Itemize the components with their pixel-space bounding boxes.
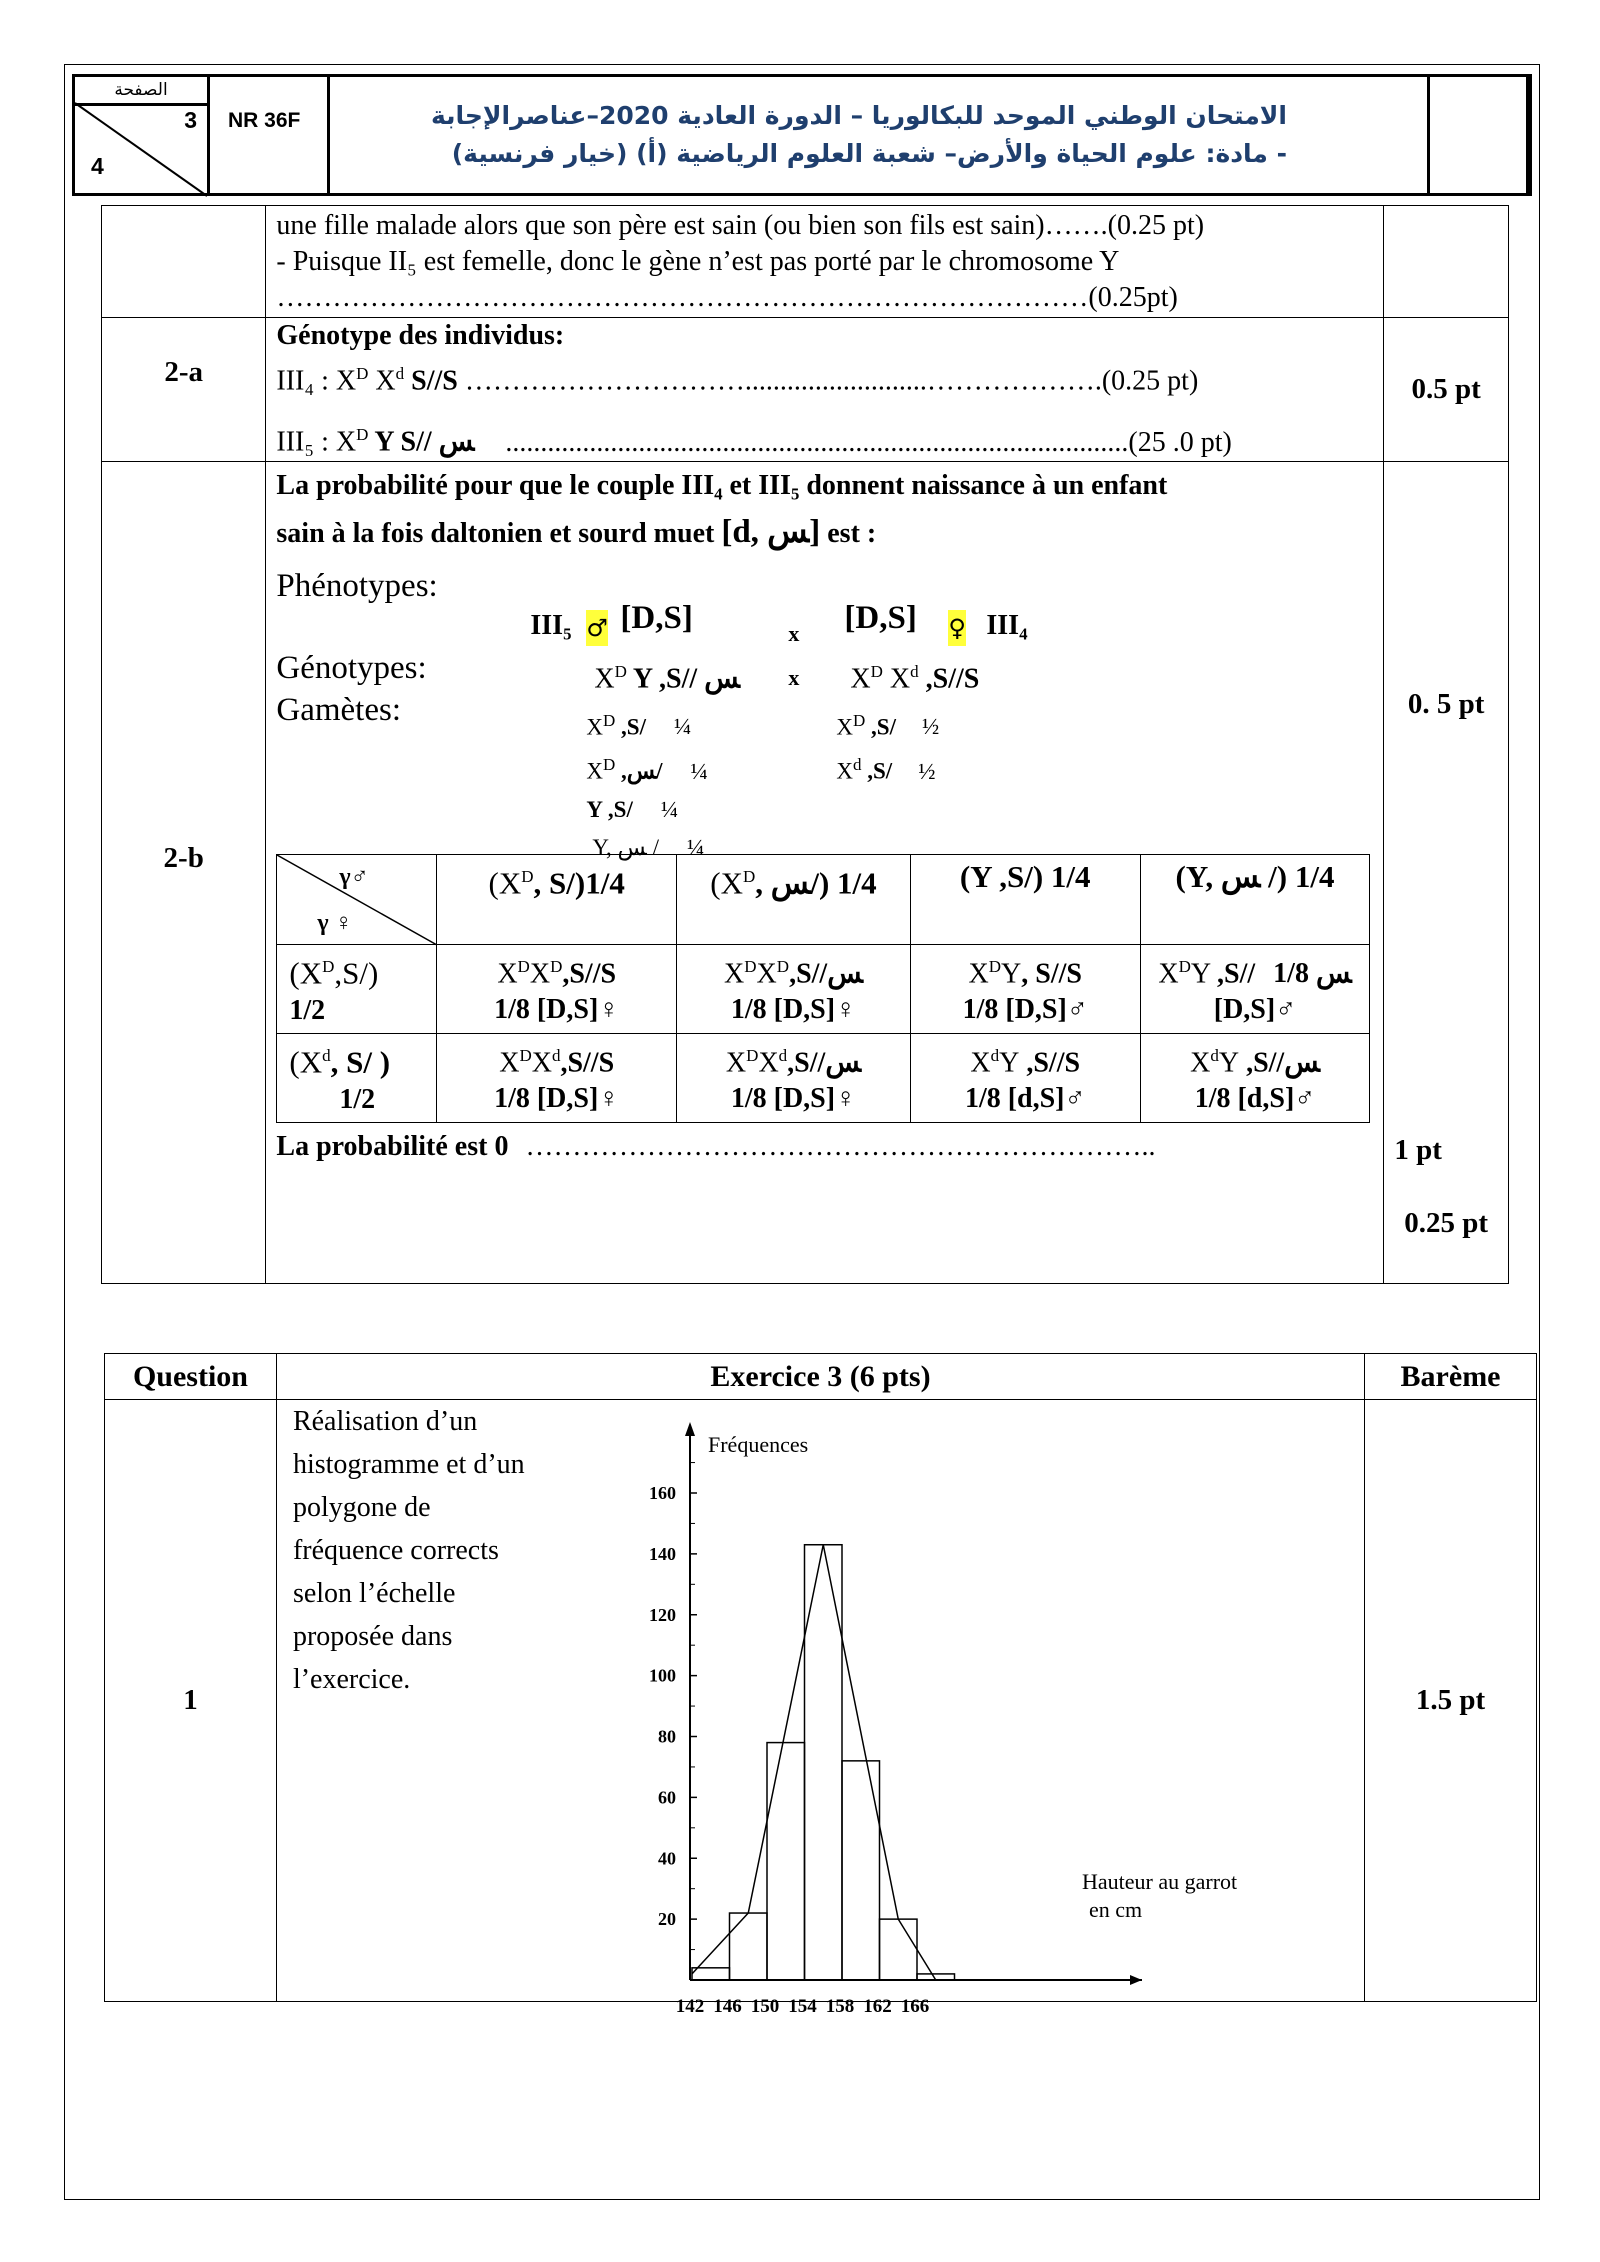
- gamete-text: Y, ﺲ /: [592, 834, 660, 860]
- gamete-text: X: [586, 714, 604, 740]
- punnett-square: [276, 854, 1370, 1124]
- x-tick-label: 158: [825, 1996, 855, 2017]
- allele-sup: D: [517, 956, 530, 976]
- table-row: [277, 1033, 1370, 1122]
- cell-genotype: , S//S: [1021, 957, 1082, 989]
- answer-cell: [266, 461, 1384, 1283]
- gamete-text: X: [586, 758, 604, 784]
- allele-sup: D: [519, 1045, 532, 1065]
- question-number: 2-b: [102, 461, 266, 1283]
- genotypes-label: Génotypes:: [276, 649, 427, 686]
- allele-sup: D: [776, 956, 790, 976]
- allele-sup: D: [744, 956, 757, 976]
- cell-phenotype: 1/8 [D,S]♂: [962, 993, 1088, 1025]
- allele-sup: D: [521, 866, 534, 886]
- gamete-freq: ½: [921, 714, 940, 740]
- allele-sup: d: [322, 1045, 331, 1065]
- x-tick-label: 142: [675, 1996, 705, 2017]
- page-label: الصفحة: [75, 77, 207, 106]
- header-blank-cell: [1430, 77, 1529, 193]
- gametes-label: Gamètes:: [276, 691, 402, 728]
- genotype-text: X: [882, 662, 911, 694]
- table-row: [102, 318, 1509, 462]
- gamete-text: , S/ ): [330, 1044, 391, 1080]
- histogram-bar: [767, 1743, 805, 1980]
- header-question: Question: [105, 1354, 277, 1400]
- x-axis-arrow: [1130, 1975, 1142, 1985]
- page-number-box: [75, 77, 210, 193]
- column-header: [677, 854, 911, 944]
- phenotypes-label: Phénotypes:: [276, 567, 438, 604]
- answer-line: une fille malade alors que son père est sain (ou bien son fils est sain)…….(0.25 pt): [276, 210, 1205, 241]
- question-cell: [102, 206, 266, 318]
- histogram-chart: [612, 1400, 1312, 2017]
- answer-cell: [266, 318, 1384, 462]
- gamete-freq: 1/2: [339, 1084, 376, 1116]
- genotype-text: X: [850, 662, 871, 694]
- title-text: sain à la fois daltonien et sourd muet: [276, 517, 722, 549]
- gamete-freq: ¼: [660, 796, 679, 822]
- x-axis-label: Hauteur au garrot: [1081, 1869, 1238, 1894]
- answer-cell: [276, 1400, 1364, 2017]
- table-row: [277, 944, 1370, 1033]
- female-gamete-label: γ ♀: [317, 909, 353, 936]
- dots: …………………………………………………………..: [525, 1131, 1156, 1163]
- table-row: [277, 854, 1370, 944]
- cross-sign: x: [788, 620, 800, 646]
- genotype-text: S//S: [404, 365, 458, 397]
- allele-sup: d: [1210, 1045, 1219, 1065]
- x-tick-label: 166: [900, 1996, 930, 2017]
- score: 0. 5 pt: [1407, 687, 1485, 720]
- allele-sup: d: [551, 1045, 561, 1065]
- gamete-text: , S/)1/4: [533, 864, 625, 900]
- genotype-text: ,S//S: [918, 662, 980, 694]
- column-header: [437, 854, 677, 944]
- genotype-III4: [276, 356, 1373, 399]
- answer-title-2: [276, 514, 1373, 552]
- dots: .........................................................................................(0. 25 pt): [505, 426, 1232, 458]
- x-tick-label: 146: [713, 1996, 742, 2017]
- allele-sup: D: [356, 425, 369, 445]
- question-number: 2-a: [102, 318, 266, 462]
- row-header: [277, 1033, 437, 1122]
- cross-sign: x: [788, 664, 800, 690]
- answer-cell: [266, 206, 1384, 318]
- genotype-text: X: [368, 365, 396, 397]
- gamete-text: (X: [488, 864, 522, 900]
- male-gametes: [586, 702, 707, 867]
- answer-title: La probabilité pour que le couple III₄ et III₅ donnent naissance à un enfant: [276, 469, 1168, 501]
- genotype-text: III₄ : X: [276, 365, 357, 397]
- x-tick-label: 162: [863, 1996, 892, 2017]
- gamete-text: (X: [289, 954, 323, 990]
- gamete-text: X: [836, 758, 854, 784]
- gamete-text: (X: [289, 1044, 323, 1080]
- header-bareme: Barème: [1365, 1354, 1537, 1400]
- genotype-III5: [276, 417, 1373, 460]
- answer-title: Génotype des individus:: [276, 320, 565, 351]
- page-number: 3: [184, 107, 197, 133]
- phenotype-male: [D,S]: [620, 599, 693, 636]
- y-tick-label: 40: [657, 1848, 676, 1869]
- punnett-corner: [277, 854, 437, 944]
- column-header: (Y ,S/) 1/4: [910, 854, 1140, 944]
- genotype-male: [594, 654, 740, 697]
- cell-phenotype: [D,S]♂: [1213, 993, 1297, 1025]
- y-tick-label: 160: [648, 1483, 676, 1503]
- y-tick-label: 140: [648, 1543, 676, 1564]
- score-cell: [1384, 206, 1509, 318]
- allele-sup: D: [614, 661, 627, 681]
- dots: …………………………..........................……………….(0.25 pt): [464, 365, 1199, 397]
- allele-sup: D: [988, 956, 1002, 976]
- cell-genotype: ,S//ﺲ: [1217, 957, 1352, 989]
- allele-sup: d: [853, 755, 862, 775]
- score: 0.25 pt: [1404, 1206, 1489, 1239]
- x-tick-label: 150: [750, 1996, 780, 2017]
- phenotype-cross: [276, 599, 1373, 648]
- male-gamete-label: γ♂: [339, 863, 369, 890]
- allele-sup: D: [746, 1045, 759, 1065]
- punnett-cell: $X^DX^d,S//S$ 1/8 [D,S]♀: [437, 1033, 677, 1122]
- female-symbol: ♀: [948, 610, 966, 646]
- allele-sup: d: [910, 661, 919, 681]
- allele-sup: D: [870, 661, 883, 681]
- x-axis-label-units: en cm: [1088, 1897, 1143, 1922]
- genotype-text: III₅ : X: [276, 426, 357, 458]
- score: 0.5 pt: [1384, 318, 1509, 462]
- gamete-text: (X: [710, 864, 744, 900]
- genotype-text: Y ,S// ﺲ: [626, 662, 740, 694]
- table-row: [105, 1354, 1537, 1400]
- cell-genotype: ,S//S: [562, 957, 617, 989]
- table-row: [102, 206, 1509, 318]
- probability-line: [276, 1129, 1373, 1165]
- phenotype-d-s: [d, ﺲ]: [721, 513, 821, 550]
- male-symbol: ♂: [586, 610, 608, 646]
- punnett-cell: $X^dY$ ,S//S 1/8 [d,S]♂: [910, 1033, 1140, 1122]
- column-header: (Y, ﺲ /) 1/4: [1140, 854, 1370, 944]
- cell-genotype: ,S//ﺲ: [1239, 1047, 1320, 1079]
- punnett-cell: $X^DX^d,S//ﺲ$ 1/8 [D,S]♀: [677, 1033, 911, 1122]
- punnett-cell: $X^DY$, S//S 1/8 [D,S]♂: [910, 944, 1140, 1033]
- allele-sup: D: [743, 866, 756, 886]
- cell-genotype: ,S//ﺲ: [787, 1047, 862, 1079]
- exam-header: [72, 74, 1532, 196]
- header-exercise: Exercice 3 (6 pts): [276, 1354, 1364, 1400]
- title-text: est :: [820, 517, 877, 549]
- allele-sup: D: [322, 956, 335, 976]
- exercise3-table: [104, 1353, 1537, 2017]
- answer-line: - Puisque II₅ est femelle, donc le gène n’est pas porté par le chromosome Y: [276, 246, 1120, 277]
- page-total: 4: [91, 153, 104, 179]
- exam-title: [330, 77, 1430, 193]
- histogram-bar: [879, 1919, 917, 1980]
- probability-result: La probabilité est 0: [276, 1131, 509, 1163]
- genotype-cross: [276, 648, 1373, 692]
- cell-phenotype: 1/8 [D,S]♀: [494, 1083, 620, 1115]
- allele-sup: D: [1178, 956, 1191, 976]
- y-axis-arrow: [685, 1422, 695, 1436]
- table-row: [105, 1400, 1537, 2002]
- exam-title-line2: - مادة: علوم الحياة والأرض– شعبة العلوم الرياضية (أ) (خيار فرنسية): [451, 139, 1287, 168]
- genotype-female: [850, 654, 979, 697]
- allele-sup: D: [603, 710, 616, 730]
- allele-sup: d: [395, 364, 405, 383]
- y-tick-label: 120: [648, 1604, 676, 1625]
- allele-sup: D: [853, 710, 866, 730]
- gamete-text: ,ﺲ/: [615, 758, 663, 784]
- allele-sup: D: [356, 364, 369, 383]
- answer-text: Réalisation d’un histogramme et d’un polygone de fréquence corrects selon l’échelle proposée dans l’exercice.: [292, 1406, 525, 1695]
- y-tick-label: 20: [657, 1909, 676, 1930]
- cell-phenotype: 1/8 [D,S]♀: [494, 993, 620, 1025]
- female-gametes: [836, 702, 939, 791]
- score-cell: [1384, 461, 1509, 1283]
- row-header: [277, 944, 437, 1033]
- cell-genotype: ,S//S: [1019, 1047, 1081, 1079]
- punnett-cell: $X^DX^D,S//S$ 1/8 [D,S]♀: [437, 944, 677, 1033]
- gamete-freq: 1/2: [289, 994, 326, 1026]
- exercise2-table: [101, 205, 1509, 1284]
- exam-code: NR 36F: [210, 77, 330, 193]
- allele-sup: D: [603, 755, 616, 775]
- punnett-cell: $X^dY$ ,S//ﺲ 1/8 [d,S]♂: [1140, 1033, 1370, 1122]
- exam-title-line1: الامتحان الوطني الموحد للبكالوريا – الدورة العادية 2020–عناصرالإجابة: [430, 101, 1287, 130]
- frequency-polygon: [692, 1545, 936, 1980]
- cell-freq: 1/8: [1273, 957, 1309, 989]
- question-number: 1: [105, 1400, 277, 2002]
- score: 1.5 pt: [1365, 1400, 1537, 2002]
- gamete-freq: ½: [918, 758, 936, 784]
- punnett-cell: $X^DX^D,S//ﺲ$ 1/8 [D,S]♀: [677, 944, 911, 1033]
- histogram-bar: [692, 1968, 730, 1980]
- genotype-text: X: [594, 662, 615, 694]
- phenotype-female: [D,S]: [844, 599, 917, 636]
- y-tick-label: 60: [657, 1787, 676, 1808]
- gamete-text: ,S/: [615, 714, 646, 740]
- allele-sup: D: [550, 956, 563, 976]
- gametes: [276, 691, 1373, 860]
- gamete-text: ,S/): [334, 954, 379, 990]
- gamete-text: ,S/: [861, 758, 893, 784]
- gamete-freq: ¼: [673, 714, 692, 740]
- cell-phenotype: 1/8 [d,S]♂: [964, 1083, 1086, 1115]
- allele-sup: d: [990, 1045, 1000, 1065]
- gamete-freq: ¼: [687, 834, 705, 860]
- table-row: [102, 461, 1509, 1283]
- histogram-bar: [729, 1913, 767, 1980]
- y-tick-label: 100: [648, 1665, 676, 1686]
- gamete-text: ,S/: [865, 714, 896, 740]
- cell-genotype: ,S//ﺲ: [789, 957, 863, 989]
- x-tick-label: 154: [788, 1996, 817, 2017]
- cell-genotype: ,S//S: [560, 1047, 615, 1079]
- punnett-cell: $X^DY$ ,S//ﺲ 1/8 [D,S]♂: [1140, 944, 1370, 1033]
- answer-line: ……………………………………………………………………………(0.25pt): [276, 282, 1178, 313]
- gamete-text: , ﺲ/) 1/4: [755, 864, 877, 900]
- cell-phenotype: 1/8 [D,S]♀: [730, 993, 857, 1025]
- allele-sup: d: [778, 1045, 788, 1065]
- gamete-text: X: [836, 714, 854, 740]
- genotype-text: Y S// ﺲ: [368, 426, 475, 458]
- cell-phenotype: 1/8 [d,S]♂: [1194, 1083, 1316, 1115]
- gamete-text: Y ,S/: [586, 796, 633, 822]
- cell-phenotype: 1/8 [D,S]♀: [730, 1083, 857, 1115]
- gamete-freq: ¼: [690, 758, 708, 784]
- individual-III4: III₄: [986, 609, 1028, 641]
- y-axis-label: Fréquences: [707, 1432, 809, 1457]
- y-tick-label: 80: [657, 1726, 676, 1747]
- score: 1 pt: [1394, 1133, 1442, 1166]
- individual-III5: III₅: [530, 609, 572, 641]
